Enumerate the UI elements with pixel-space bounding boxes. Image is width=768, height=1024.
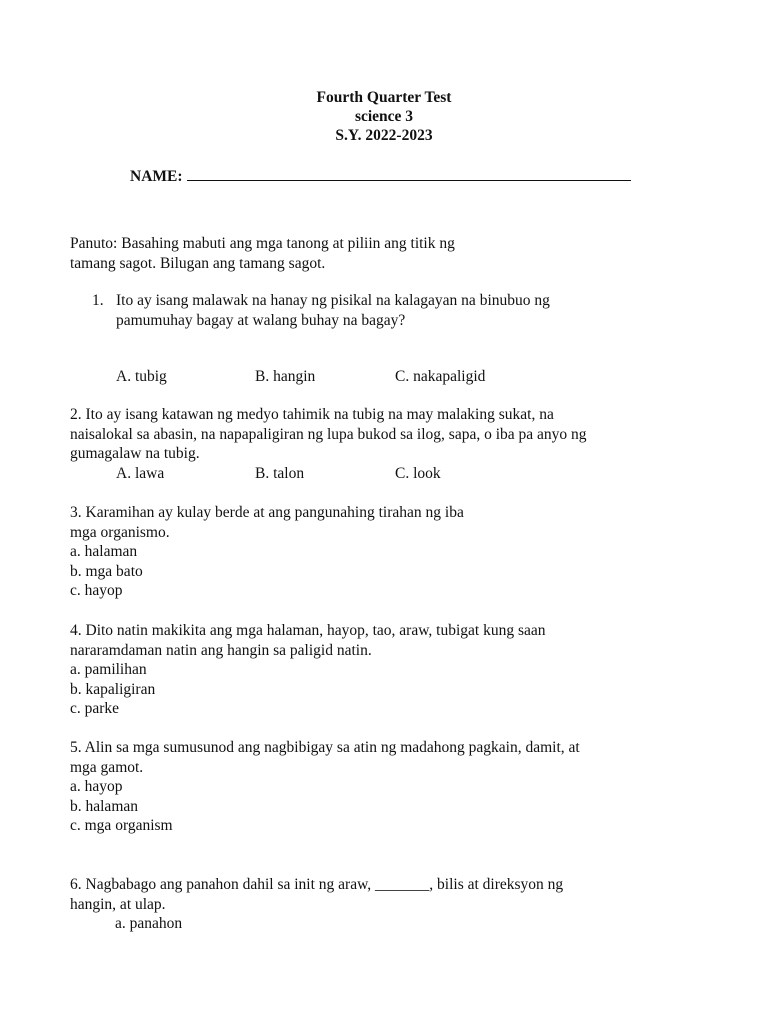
question-4-choice-b: b. kapaligiran [70,680,156,698]
question-6 [70,875,690,934]
test-header [0,88,768,145]
question-1-choices [0,367,768,387]
question-4-choice-c: c. parke [70,700,120,717]
question-5-choice-b: b. halaman [70,797,139,815]
name-label: NAME: [130,168,183,185]
instructions-line-2: tamang sagot. Bilugan ang tamang sagot. [70,254,326,272]
question-4 [70,621,690,719]
question-6-line-2: hangin, at ulap. [70,895,166,913]
question-5 [70,738,690,836]
question-2-choice-c: C. look [395,465,441,482]
question-4-line-1: 4. Dito natin makikita ang mga halaman, hayop, tao, araw, tubigat kung saan [70,622,546,639]
question-2-choices [0,464,768,484]
test-title: Fourth Quarter Test [316,89,452,106]
school-year: S.Y. 2022-2023 [335,127,433,144]
question-3 [70,503,690,601]
name-blank-line [187,166,631,181]
question-3-line-1: 3. Karamihan ay kulay berde at ang pangunahing tirahan ng iba [70,504,464,521]
question-1-number: 1. [92,292,104,309]
instructions [70,234,690,273]
subject-label: science 3 [354,108,414,125]
question-1 [92,291,692,330]
question-2-choice-b: B. talon [255,465,305,482]
question-5-choice-a: a. hayop [70,778,123,795]
question-2-line-1: 2. Ito ay isang katawan ng medyo tahimik na tubig na may malaking sukat, na [70,406,554,423]
question-5-choice-c: c. mga organism [70,817,173,834]
name-field [130,166,631,187]
question-5-line-1: 5. Alin sa mga sumusunod ang nagbibigay sa atin ng madahong pagkain, damit, at [70,739,580,756]
question-3-line-2: mga organismo. [70,523,170,541]
question-1-line-2: pamumuhay bagay at walang buhay na bagay? [116,311,406,329]
question-4-line-2: nararamdaman natin ang hangin sa paligid natin. [70,641,372,659]
question-2-choice-a: A. lawa [116,465,165,482]
question-2 [70,405,690,464]
question-2-line-2: naisalokal sa abasin, na napapaligiran ng lupa bukod sa ilog, sapa, o iba pa anyo ng [70,425,587,443]
instructions-line-1: Panuto: Basahing mabuti ang mga tanong at piliin ang titik ng [70,235,455,252]
question-4-choice-a: a. pamilihan [70,661,147,678]
question-1-line-1: Ito ay isang malawak na hanay ng pisikal na kalagayan na binubuo ng [116,292,550,309]
question-5-line-2: mga gamot. [70,758,144,776]
question-6-choice-a: a. panahon [115,915,183,932]
question-3-choice-c: c. hayop [70,582,123,599]
question-1-choice-c: C. nakapaligid [395,368,486,385]
question-6-line-1: 6. Nagbabago ang panahon dahil sa init ng araw, _______, bilis at direksyon ng [70,876,564,893]
question-1-choice-a: A. tubig [116,368,167,385]
question-3-choice-a: a. halaman [70,543,138,560]
question-2-line-3: gumagalaw na tubig. [70,445,200,462]
question-3-choice-b: b. mga bato [70,562,143,580]
question-1-choice-b: B. hangin [255,368,316,385]
